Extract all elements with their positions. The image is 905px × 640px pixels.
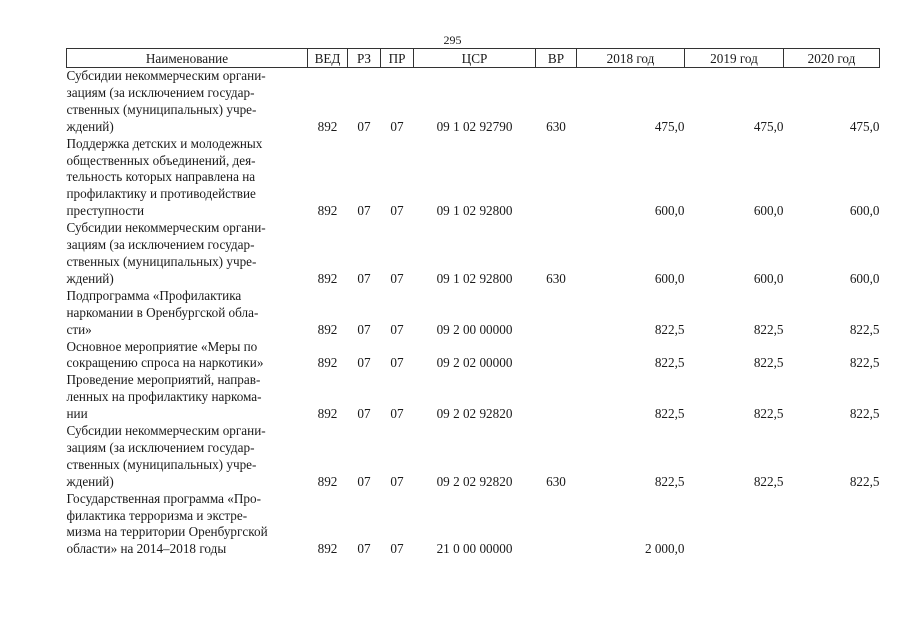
row-name-line: ждений): [66, 473, 114, 489]
row-name-line: мизма на территории Оренбургской: [66, 524, 268, 540]
table-row: [67, 423, 880, 491]
row-name-line: тельность которых направлена на: [66, 169, 256, 185]
header-2020: 2020 год: [784, 49, 880, 68]
cell-ved: 892: [317, 406, 338, 422]
cell-vr: 630: [546, 118, 566, 134]
row-name-cell: [67, 136, 308, 221]
row-name-cell: [67, 220, 308, 288]
row-name-line: Подпрограмма «Профилактика: [66, 287, 242, 303]
row-name-cell: [67, 423, 308, 491]
row-name-line: зациям (за исключением государ-: [66, 84, 255, 100]
cell-vr: 630: [546, 270, 566, 286]
cell-rz: 07: [357, 473, 371, 489]
cell-pr: 07: [390, 541, 404, 557]
cell-pr: 07: [390, 355, 404, 371]
cell-y2019: 600,0: [753, 203, 784, 219]
row-name-line: Субсидии некоммерческим органи-: [66, 220, 266, 236]
cell-rz: 07: [357, 321, 371, 337]
row-name-line: ждений): [66, 118, 114, 134]
cell-y2019: 822,5: [753, 321, 784, 337]
cell-csr: 09 2 02 00000: [436, 355, 513, 371]
cell-rz: 07: [357, 541, 371, 557]
table-body: [67, 68, 880, 559]
cell-ved: 892: [317, 321, 338, 337]
row-name-line: преступности: [66, 203, 145, 219]
cell-csr: 09 2 00 00000: [436, 321, 513, 337]
cell-y2019: 822,5: [753, 473, 784, 489]
cell-ved: 892: [317, 355, 338, 371]
cell-csr: 09 2 02 92820: [436, 473, 513, 489]
row-name-line: зациям (за исключением государ-: [66, 439, 255, 455]
row-name-line: профилактику и противодействие: [66, 186, 256, 202]
header-ved: ВЕД: [308, 49, 348, 68]
budget-table: [66, 48, 880, 558]
cell-vr: 630: [546, 473, 566, 489]
cell-ved: 892: [317, 203, 338, 219]
cell-pr: 07: [390, 270, 404, 286]
header-name: Наименование: [67, 49, 308, 68]
row-name-line: Субсидии некоммерческим органи-: [66, 68, 266, 83]
row-name-line: ственных (муниципальных) учре-: [66, 456, 257, 472]
table-row: [67, 372, 880, 423]
cell-y2018: 2 000,0: [644, 541, 685, 557]
cell-y2018: 822,5: [654, 355, 685, 371]
cell-vr: [536, 136, 577, 221]
header-pr: ПР: [381, 49, 414, 68]
cell-pr: 07: [390, 473, 404, 489]
cell-csr: 09 1 02 92800: [436, 203, 513, 219]
cell-y2018: 822,5: [654, 473, 685, 489]
header-2019: 2019 год: [685, 49, 784, 68]
cell-pr: 07: [390, 406, 404, 422]
cell-pr: 07: [390, 203, 404, 219]
row-name-line: Субсидии некоммерческим органи-: [66, 423, 266, 439]
page-number: 295: [443, 33, 462, 47]
row-name-line: сокращению спроса на наркотики»: [66, 355, 264, 371]
cell-rz: 07: [357, 270, 371, 286]
cell-y2018: 822,5: [654, 321, 685, 337]
cell-y2019: 822,5: [753, 406, 784, 422]
cell-ved: 892: [317, 118, 338, 134]
row-name-cell: [67, 491, 308, 559]
cell-y2018: 822,5: [654, 406, 685, 422]
table-row: [67, 136, 880, 221]
row-name-cell: [67, 288, 308, 339]
cell-y2020: 475,0: [849, 118, 880, 134]
row-name-cell: [67, 339, 308, 373]
row-name-cell: [67, 372, 308, 423]
cell-rz: 07: [357, 118, 371, 134]
cell-y2020: 822,5: [849, 355, 880, 371]
cell-y2019: 475,0: [753, 118, 784, 134]
row-name-line: ственных (муниципальных) учре-: [66, 101, 257, 117]
row-name-line: ленных на профилактику наркома-: [66, 389, 262, 405]
cell-y2020: 822,5: [849, 321, 880, 337]
row-name-cell: [67, 68, 308, 136]
row-name-line: области» на 2014–2018 годы: [66, 541, 227, 557]
cell-y2020: 600,0: [849, 203, 880, 219]
cell-rz: 07: [357, 203, 371, 219]
cell-vr: [536, 491, 577, 559]
row-name-line: филактика терроризма и экстре-: [66, 507, 248, 523]
cell-y2020: [784, 491, 880, 559]
cell-ved: 892: [317, 473, 338, 489]
table-row: [67, 68, 880, 136]
row-name-line: Проведение мероприятий, направ-: [66, 372, 261, 388]
table-row: [67, 288, 880, 339]
cell-y2018: 600,0: [654, 203, 685, 219]
row-name-line: наркомании в Оренбургской обла-: [66, 304, 259, 320]
row-name-line: ждений): [66, 270, 114, 286]
header-rz: РЗ: [348, 49, 381, 68]
table-row: [67, 220, 880, 288]
table-header-row: [67, 49, 880, 68]
cell-vr: [536, 339, 577, 373]
cell-ved: 892: [317, 541, 338, 557]
table-row: [67, 339, 880, 373]
row-name-line: ственных (муниципальных) учре-: [66, 253, 257, 269]
row-name-line: нии: [66, 406, 88, 422]
cell-csr: 09 2 02 92820: [436, 406, 513, 422]
row-name-line: Основное мероприятие «Меры по: [66, 338, 258, 354]
cell-y2019: [685, 491, 784, 559]
cell-rz: 07: [357, 406, 371, 422]
cell-csr: 21 0 00 00000: [436, 541, 513, 557]
cell-vr: [536, 372, 577, 423]
row-name-line: Поддержка детских и молодежных: [66, 135, 263, 151]
cell-y2019: 822,5: [753, 355, 784, 371]
cell-rz: 07: [357, 355, 371, 371]
cell-y2020: 822,5: [849, 473, 880, 489]
row-name-line: сти»: [66, 321, 92, 337]
header-csr: ЦСР: [414, 49, 536, 68]
cell-csr: 09 1 02 92790: [436, 118, 513, 134]
row-name-line: общественных объединений, дея-: [66, 152, 256, 168]
row-name-line: зациям (за исключением государ-: [66, 237, 255, 253]
cell-y2018: 475,0: [654, 118, 685, 134]
header-vr: ВР: [536, 49, 577, 68]
cell-pr: 07: [390, 321, 404, 337]
cell-y2019: 600,0: [753, 270, 784, 286]
cell-y2020: 822,5: [849, 406, 880, 422]
table-row: [67, 491, 880, 559]
cell-pr: 07: [390, 118, 404, 134]
cell-y2018: 600,0: [654, 270, 685, 286]
cell-csr: 09 1 02 92800: [436, 270, 513, 286]
row-name-line: Государственная программа «Про-: [66, 490, 261, 506]
cell-y2020: 600,0: [849, 270, 880, 286]
cell-vr: [536, 288, 577, 339]
header-2018: 2018 год: [577, 49, 685, 68]
cell-ved: 892: [317, 270, 338, 286]
